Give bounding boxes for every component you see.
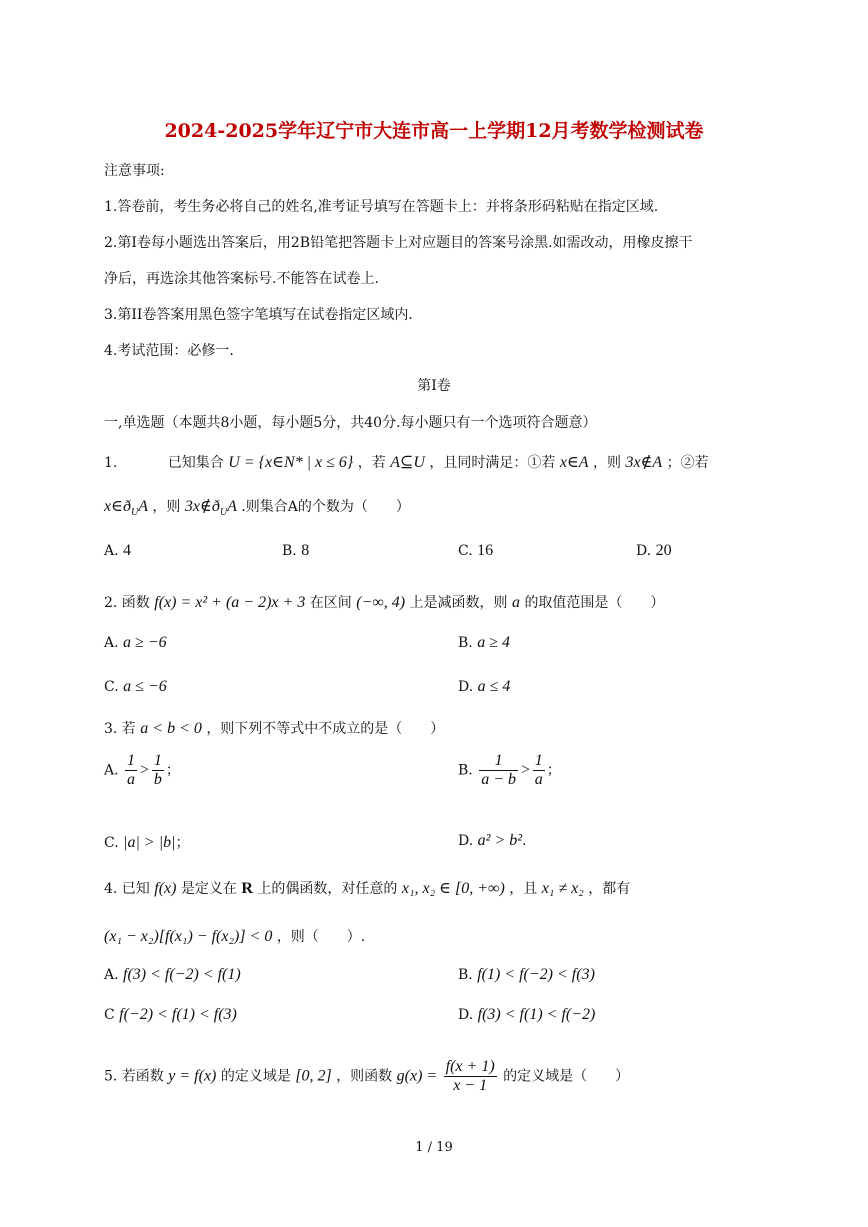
- q4-number: 4. 已知: [104, 881, 150, 897]
- q2-var: a: [511, 594, 520, 611]
- notice-item-3: 3.第II卷答案用黑色签字笔填写在试卷指定区域内.: [104, 307, 413, 323]
- q4-option-d: D. f(3) < f(1) < f(−2): [458, 1006, 596, 1023]
- q1-text-3: ，且同时满足：①若: [429, 455, 556, 471]
- q1-cond-4: $3x\notin ð_UA$: [184, 498, 237, 519]
- q1-option-b: B. 8: [282, 542, 310, 559]
- q1-cond-1: x∈A: [559, 454, 589, 471]
- q5-text-3: 的定义域是（ ）: [503, 1068, 630, 1085]
- q2-number: 2. 函数: [104, 595, 150, 611]
- q3-option-d: D. a² > b².: [458, 832, 527, 849]
- q1-cond-3: $x\in ð_UA$: [104, 498, 148, 519]
- q4-fx: f(x): [154, 880, 177, 897]
- q5-text-1: 的定义域是: [220, 1068, 291, 1085]
- q1-text-2: ，若: [357, 455, 386, 471]
- q1-text-5: ；②若: [666, 455, 709, 471]
- q2-option-c: C. a ≤ −6: [104, 678, 167, 695]
- q1-text-7: .则集合A的个数为（ ）: [241, 499, 410, 515]
- notice-item-2: 2.第Ⅰ卷每小题选出答案后，用2B铅笔把答题卡上对应题目的答案号涂黑.如需改动，用橡皮擦干: [104, 235, 693, 251]
- question-4-line-2: [104, 926, 365, 946]
- q4-text-2: 上的偶函数，对任意的: [257, 881, 398, 897]
- q3-condition: a < b < 0: [140, 720, 202, 737]
- q4-option-c: C f(−2) < f(1) < f(3): [104, 1006, 237, 1023]
- notice-item-4: 4.考试范围：必修一.: [104, 343, 234, 359]
- q3-number: 3. 若: [104, 721, 136, 737]
- q5-text-2: ，则函数: [336, 1068, 393, 1085]
- q1-option-a: A. 4: [104, 542, 132, 559]
- q1-cond-2: 3x∉A: [625, 454, 663, 471]
- q1-text-4: ，则: [593, 455, 622, 471]
- q5-number: 5. 若函数: [104, 1068, 164, 1085]
- q5-yfx: y = f(x): [168, 1067, 217, 1085]
- notice-heading: 注意事项:: [104, 163, 165, 179]
- q1-option-d: D. 20: [636, 542, 672, 559]
- q2-option-d: D. a ≤ 4: [458, 678, 511, 695]
- q4-real-set: R: [241, 880, 253, 897]
- q4-text-5: ，则（ ）.: [276, 929, 366, 945]
- q4-vars: x₁, x₂ ∈ [0, +∞): [401, 880, 505, 897]
- q1-option-c: C. 16: [458, 542, 494, 559]
- q2-text-1: 在区间: [309, 595, 352, 611]
- q1-number: 1.: [104, 455, 118, 471]
- question-1-line-1: [104, 452, 709, 472]
- q3-option-b: B. $\frac{1}{a - b}$ > $\frac{1}{a}$ ；: [458, 752, 561, 788]
- q5-domain: [0, 2]: [295, 1067, 332, 1085]
- q3-option-a: A. $\frac{1}{a}$ > $\frac{1}{b}$ ；: [104, 752, 180, 788]
- notice-item-2-cont: 净后，再选涂其他答案标号.不能答在试卷上.: [104, 271, 379, 287]
- q4-neq: x₁ ≠ x₂: [541, 880, 584, 897]
- q2-option-a: A. a ≥ −6: [104, 634, 167, 651]
- q1-subset: A⊆U: [390, 454, 425, 471]
- q2-function: f(x) = x² + (a − 2)x + 3: [154, 594, 306, 611]
- q1-text-1: 已知集合: [167, 455, 224, 471]
- q4-option-b: B. f(1) < f(−2) < f(3): [458, 966, 595, 983]
- q2-option-b: B. a ≥ 4: [458, 634, 510, 651]
- q3-option-c: C. |a| > |b|；: [104, 834, 190, 851]
- q2-text-2: 上是减函数，则: [409, 595, 508, 611]
- q5-fraction: $\frac{f(x + 1)}{x - 1}$: [445, 1058, 495, 1094]
- q4-text-4: ，都有: [588, 881, 631, 897]
- q1-set-u: U = {x∈N* | x ≤ 6}: [228, 454, 354, 471]
- question-3: [104, 718, 444, 738]
- question-2: [104, 592, 664, 612]
- q4-text-1: 是定义在: [180, 881, 237, 897]
- question-4-line-1: [104, 878, 630, 898]
- part-heading: 一,单选题（本题共8小题，每小题5分，共40分.每小题只有一个选项符合题意）: [104, 415, 597, 431]
- q4-option-a: A. f(3) < f(−2) < f(1): [104, 966, 241, 983]
- notice-item-1: 1.答卷前，考生务必将自己的姓名,准考证号填写在答题卡上：并将条形码粘贴在指定区域.: [104, 199, 659, 215]
- q1-text-6: ，则: [152, 499, 181, 515]
- page-number: 1 / 19: [415, 1140, 453, 1155]
- question-1-line-2: [104, 496, 410, 518]
- q2-interval: (−∞, 4): [356, 594, 406, 611]
- q4-inequality: (x₁ − x₂)[f(x₁) − f(x₂)] < 0: [104, 928, 273, 945]
- q5-gx: g(x) =: [396, 1067, 438, 1085]
- question-5: [104, 1058, 629, 1095]
- page-title: 2024-2025学年辽宁市大连市高一上学期12月考数学检测试卷: [164, 120, 704, 142]
- q2-text-3: 的取值范围是（ ）: [524, 595, 665, 611]
- section-label: 第Ⅰ卷: [417, 378, 451, 394]
- q3-text-1: ，则下列不等式中不成立的是（ ）: [206, 721, 445, 737]
- q4-text-3: ，且: [509, 881, 538, 897]
